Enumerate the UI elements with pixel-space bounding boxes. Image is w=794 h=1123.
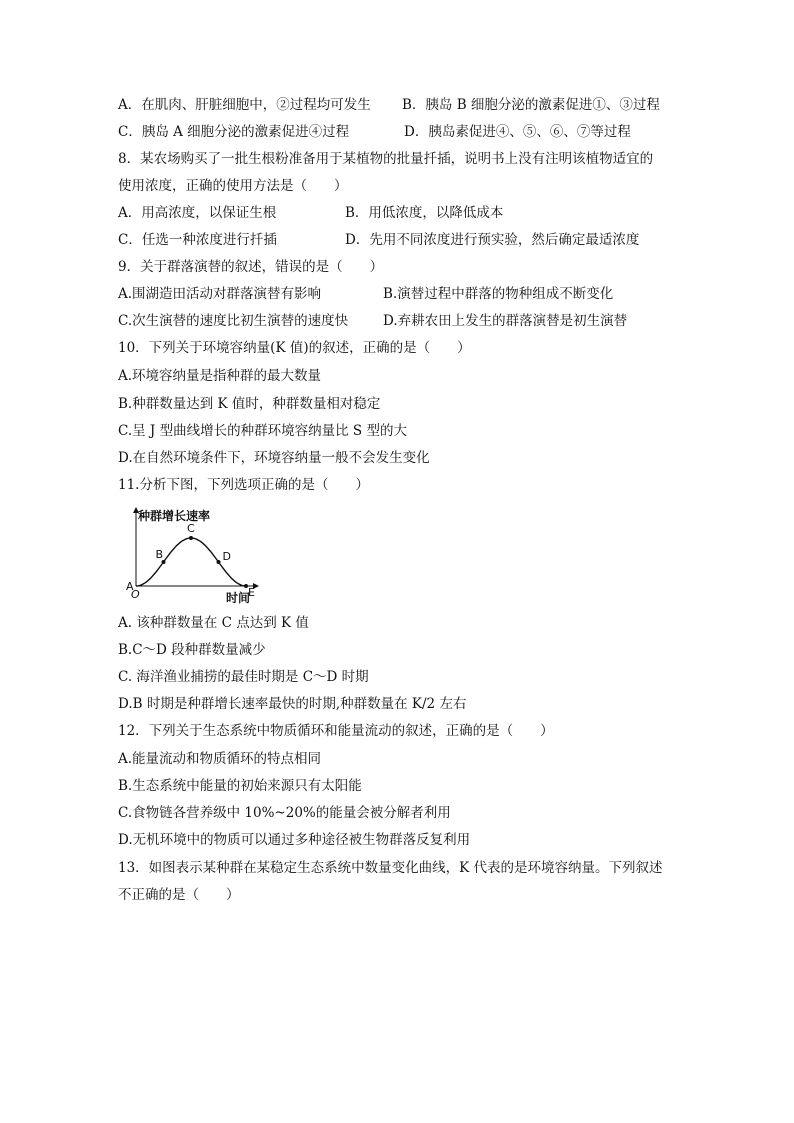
- q7-option-b: B．胰岛 B 细胞分泌的激素促进①、③过程: [402, 97, 660, 113]
- q12-option-a: A.能量流动和物质循环的特点相同: [118, 751, 322, 767]
- q10-option-b: B.种群数量达到 K 值时，种群数量相对稳定: [118, 396, 381, 412]
- q7-option-a: A．在肌肉、肝脏细胞中，②过程均可发生: [118, 97, 371, 113]
- q8-option-d: D．先用不同浓度进行预实验，然后确定最适浓度: [345, 232, 640, 248]
- q9-stem: 9．关于群落演替的叙述，错误的是（ ）: [118, 259, 384, 275]
- chart-point-label-a: A: [126, 580, 134, 593]
- chart-point-c: [189, 536, 193, 540]
- q12-option-c: C.食物链各营养级中 10%~20%的能量会被分解者利用: [118, 805, 451, 821]
- q12-option-b: B.生态系统中能量的初始来源只有太阳能: [118, 778, 362, 794]
- q11-stem: 11.分析下图，下列选项正确的是（ ）: [118, 477, 369, 493]
- chart-point-label-e: E: [248, 586, 255, 599]
- q9-option-b: B.演替过程中群落的物种组成不断变化: [383, 286, 614, 302]
- q8-option-b: B．用低浓度，以降低成本: [345, 205, 504, 221]
- chart-xlabel: 时间: [226, 591, 251, 605]
- q11-option-d: D.B 时期是种群增长速率最快的时期,种群数量在 K/2 左右: [118, 696, 467, 712]
- q7-option-c: C．胰岛 A 细胞分泌的激素促进④过程: [118, 124, 350, 140]
- q8-stem-line1: 8．某农场购买了一批生根粉准备用于某植物的批量扦插，说明书上没有注明该植物适宜的: [118, 151, 654, 167]
- q10-stem: 10．下列关于环境容纳量(K 值)的叙述，正确的是（ ）: [118, 340, 471, 356]
- chart-point-label-d: D: [222, 550, 231, 563]
- chart-point-d: [217, 560, 221, 564]
- chart-point-label-b: B: [155, 548, 164, 561]
- q9-option-a: A.围湖造田活动对群落演替有影响: [118, 286, 322, 302]
- q12-option-d: D.无机环境中的物质可以通过多种途径被生物群落反复利用: [118, 832, 471, 848]
- growth-rate-chart: [118, 506, 268, 610]
- q8-option-a: A．用高浓度，以保证生根: [118, 205, 277, 221]
- q8-stem-line2: 使用浓度，正确的使用方法是（ ）: [118, 178, 348, 194]
- q10-option-d: D.在自然环境条件下，环境容纳量一般不会发生变化: [118, 450, 430, 466]
- q7-option-d: D．胰岛素促进④、⑤、⑥、⑦等过程: [404, 124, 631, 140]
- q10-option-a: A.环境容纳量是指种群的最大数量: [118, 368, 322, 384]
- q8-option-c: C．任选一种浓度进行扦插: [118, 232, 277, 248]
- q13-stem-line2: 不正确的是（ ）: [118, 887, 240, 903]
- q9-option-c: C.次生演替的速度比初生演替的速度快: [118, 313, 349, 329]
- q13-stem-line1: 13．如图表示某种群在某稳定生态系统中数量变化曲线，K 代表的是环境容纳量。下列叙述: [118, 860, 663, 876]
- q9-option-d: D.弃耕农田上发生的群落演替是初生演替: [383, 313, 628, 329]
- chart-ylabel: 种群增长速率: [138, 509, 211, 523]
- q11-option-b: B.C～D 段种群数量减少: [118, 642, 266, 658]
- chart-origin-label: O: [131, 588, 140, 601]
- chart-point-label-c: C: [187, 522, 195, 535]
- q12-stem: 12．下列关于生态系统中物质循环和能量流动的叙述，正确的是（ ）: [118, 723, 554, 739]
- q11-option-c: C. 海洋渔业捕捞的最佳时期是 C～D 时期: [118, 669, 369, 685]
- q11-option-a: A. 该种群数量在 C 点达到 K 值: [118, 615, 309, 631]
- q10-option-c: C.呈 J 型曲线增长的种群环境容纳量比 S 型的大: [118, 423, 407, 439]
